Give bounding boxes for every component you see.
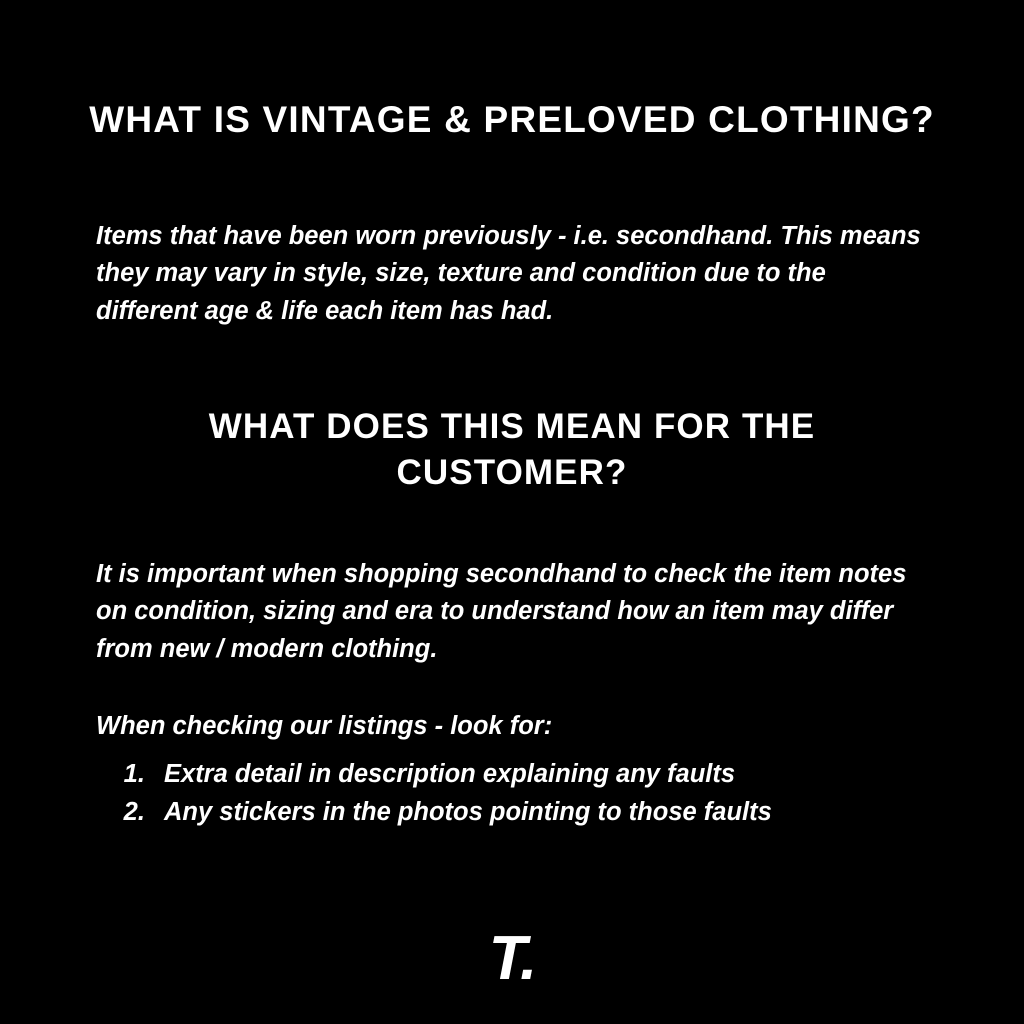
brand-logo: T. — [488, 924, 536, 993]
checklist — [96, 755, 992, 832]
list-item: 1. Extra detail in description explaining any faults — [152, 755, 992, 793]
section-heading-customer: WHAT DOES THIS MEAN FOR THE CUSTOMER? — [208, 407, 816, 492]
customer-impact-paragraph: It is important when shopping secondhand to check the item notes on condition, sizing and era to understand how an item may differ from new / modern clothing. — [96, 559, 907, 663]
page-title: WHAT IS VINTAGE & PRELOVED CLOTHING? — [89, 98, 935, 140]
definition-paragraph: Items that have been worn previously - i.e. secondhand. This means they may vary in style, size, texture and condition due to the different age & life each item has had. — [96, 221, 921, 325]
list-item: 2. Any stickers in the photos pointing to those faults — [152, 793, 992, 831]
checklist-intro-paragraph: When checking our listings - look for: — [96, 711, 553, 740]
